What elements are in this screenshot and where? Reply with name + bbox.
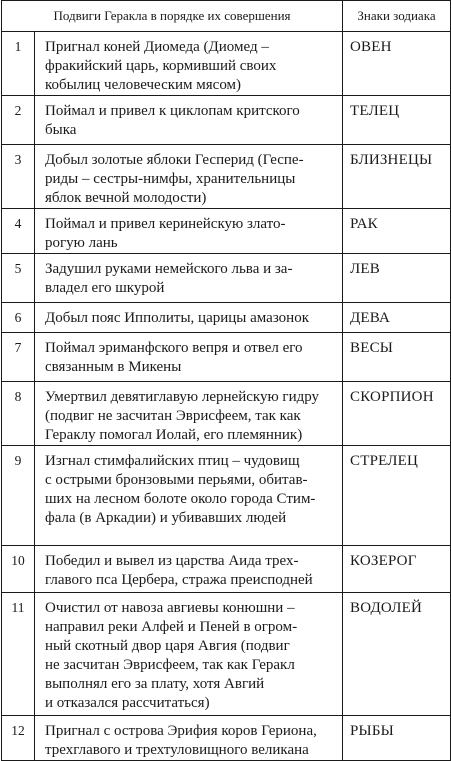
table-row: [2, 303, 451, 333]
labour-description-line: главого пса Цербера, стража преисподней: [45, 572, 313, 588]
labour-description-line: Умертвил девятиглавую лернейскую гидру: [45, 389, 320, 405]
table-row: [2, 145, 451, 209]
zodiac-sign: ЛЕВ: [343, 254, 451, 303]
labour-description-line: Поймал эриманфского вепря и отвел его: [45, 340, 303, 356]
labour-description-line: быка: [45, 122, 77, 138]
labour-description-line: фала (в Аркадии) и убивавших людей: [45, 510, 287, 526]
labour-number: 10: [2, 546, 35, 593]
table-row: [2, 716, 451, 761]
labour-description-line: и отказался рассчитаться): [45, 695, 210, 711]
labour-description-line: Поймал и привел керинейскую злато-: [45, 216, 286, 232]
labour-number: 2: [2, 96, 35, 145]
labour-description-line: направил реки Алфей и Пеней в огром-: [45, 619, 298, 635]
table-row: [2, 593, 451, 716]
zodiac-sign: ОВЕН: [343, 32, 451, 96]
labour-description: [35, 96, 343, 145]
labour-description: [35, 546, 343, 593]
labour-description-line: с острыми бронзовыми перьями, обитав-: [45, 472, 308, 488]
labour-number: 11: [2, 593, 35, 716]
labour-description-line: яблок вечной молодости): [45, 190, 207, 206]
labour-description-line: владел его шкурой: [45, 280, 165, 296]
zodiac-sign: КОЗЕРОГ: [343, 546, 451, 593]
labour-description-line: рогую лань: [45, 235, 118, 251]
labour-description-line: Добыл пояс Ипполиты, царицы амазонок: [45, 310, 309, 326]
table-row: [2, 446, 451, 546]
labour-number: 9: [2, 446, 35, 546]
labour-description-line: ших на лесном болоте около города Стим-: [45, 491, 316, 507]
labour-number: 12: [2, 716, 35, 761]
labour-description-line: Гераклу помогал Иолай, его племянник): [45, 427, 303, 443]
zodiac-sign: СТРЕЛЕЦ: [343, 446, 451, 546]
labour-description: [35, 382, 343, 446]
labour-number: 6: [2, 303, 35, 333]
labour-description-line: не засчитан Эврисфеем, так как Геракл: [45, 657, 295, 673]
zodiac-sign: СКОРПИОН: [343, 382, 451, 446]
table-row: [2, 209, 451, 254]
labour-description-line: связанным в Микены: [45, 359, 182, 375]
header-labours: Подвиги Геракла в порядке их совершения: [2, 1, 343, 32]
labour-description-line: Добыл золотые яблоки Гесперид (Геспе-: [45, 152, 304, 168]
labour-description: [35, 446, 343, 546]
labour-description-line: риды – сестры-нимфы, хранительницы: [45, 171, 296, 187]
labour-description-line: кобылиц человеческим мясом): [45, 77, 242, 93]
table-row: [2, 32, 451, 96]
labour-number: 1: [2, 32, 35, 96]
labour-description-line: (подвиг не засчитан Эврисфеем, так как: [45, 408, 301, 424]
table-row: [2, 333, 451, 382]
labour-description-line: Очистил от навоза авгиевы конюшни –: [45, 600, 295, 616]
labour-description: [35, 303, 343, 333]
header-zodiac-signs: Знаки зодиака: [343, 1, 451, 32]
labour-description: [35, 716, 343, 761]
labour-description-line: трехглавого и трехтуловищного великана: [45, 742, 309, 758]
labour-description-line: Пригнал коней Диомеда (Диомед –: [45, 39, 269, 55]
table-row: [2, 96, 451, 145]
zodiac-sign: БЛИЗНЕЦЫ: [343, 145, 451, 209]
zodiac-sign: РЫБЫ: [343, 716, 451, 761]
labour-description: [35, 333, 343, 382]
labour-description: [35, 145, 343, 209]
labour-number: 5: [2, 254, 35, 303]
table-header-row: [2, 1, 451, 32]
labour-description-line: ный скотный двор царя Авгия (подвиг: [45, 638, 290, 654]
labour-number: 3: [2, 145, 35, 209]
labour-number: 7: [2, 333, 35, 382]
labour-number: 4: [2, 209, 35, 254]
labour-description: [35, 593, 343, 716]
labour-description-line: Пригнал с острова Эрифия коров Гериона,: [45, 723, 317, 739]
table-row: [2, 382, 451, 446]
table-row: [2, 254, 451, 303]
labour-number: 8: [2, 382, 35, 446]
labour-description-line: Задушил руками немейского льва и за-: [45, 261, 293, 277]
zodiac-sign: ВОДОЛЕЙ: [343, 593, 451, 716]
labour-description-line: Поймал и привел к циклопам критского: [45, 103, 300, 119]
table-body: [2, 32, 451, 761]
labour-description-line: Победил и вывел из царства Аида трех-: [45, 553, 299, 569]
zodiac-sign: ТЕЛЕЦ: [343, 96, 451, 145]
labour-description: [35, 32, 343, 96]
labour-description: [35, 209, 343, 254]
labour-description-line: выполнял его за плату, хотя Авгий: [45, 676, 265, 692]
labour-description-line: фракийский царь, кормивший своих: [45, 58, 277, 74]
table-row: [2, 546, 451, 593]
labour-description-line: Изгнал стимфалийских птиц – чудовищ: [45, 453, 300, 469]
labour-description: [35, 254, 343, 303]
zodiac-sign: РАК: [343, 209, 451, 254]
zodiac-sign: ДЕВА: [343, 303, 451, 333]
zodiac-sign: ВЕСЫ: [343, 333, 451, 382]
labours-zodiac-table: [1, 0, 451, 761]
